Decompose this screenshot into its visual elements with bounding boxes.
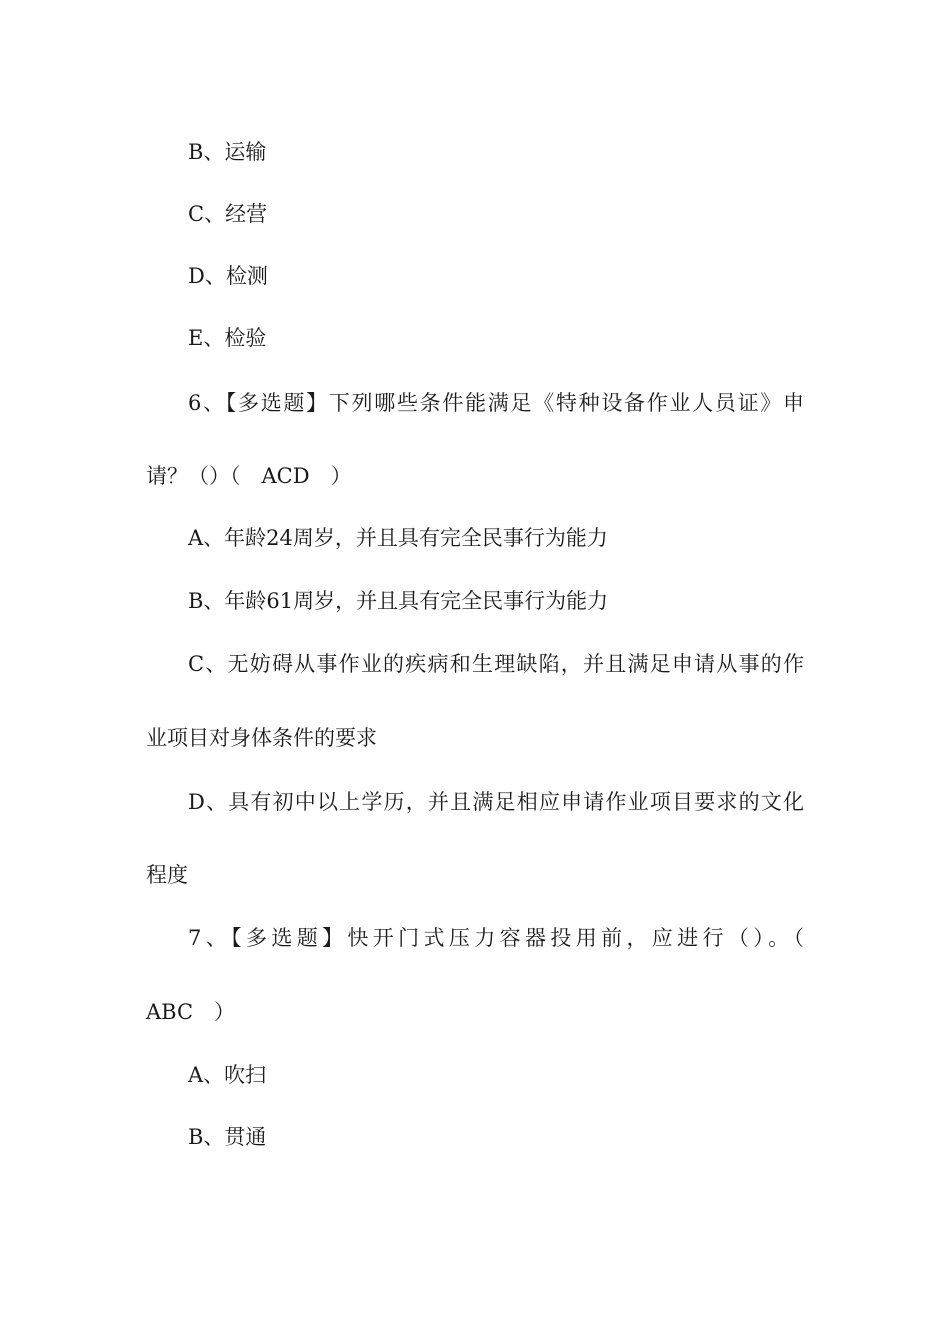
q7-option-a: A、吹扫 <box>188 1063 267 1087</box>
q7-stem-line2: ABC ） <box>146 1000 236 1024</box>
q5-option-b: B、运输 <box>188 140 267 164</box>
q6-option-c-line2: 业项目对身体条件的要求 <box>146 726 377 750</box>
q7-stem-line1: 7、【多选题】快开门式压力容器投用前，应进行（）。（ <box>188 926 804 950</box>
q6-option-b: B、年龄61周岁，并且具有完全民事行为能力 <box>188 589 609 613</box>
q5-option-c: C、经营 <box>188 202 268 226</box>
q6-option-a: A、年龄24周岁，并且具有完全民事行为能力 <box>188 526 608 550</box>
q6-stem-line1: 6、【多选题】下列哪些条件能满足《特种设备作业人员证》申 <box>188 391 804 415</box>
q7-option-b: B、贯通 <box>188 1125 267 1149</box>
q5-option-d: D、检测 <box>188 264 268 288</box>
q6-option-c-line1: C、无妨碍从事作业的疾病和生理缺陷，并且满足申请从事的作 <box>188 652 804 676</box>
q6-option-d-line2: 程度 <box>146 863 188 887</box>
q5-option-e: E、检验 <box>188 326 267 350</box>
q6-stem-line2: 请？（）（ ACD ） <box>146 464 352 488</box>
q6-option-d-line1: D、具有初中以上学历，并且满足相应申请作业项目要求的文化 <box>188 790 804 814</box>
